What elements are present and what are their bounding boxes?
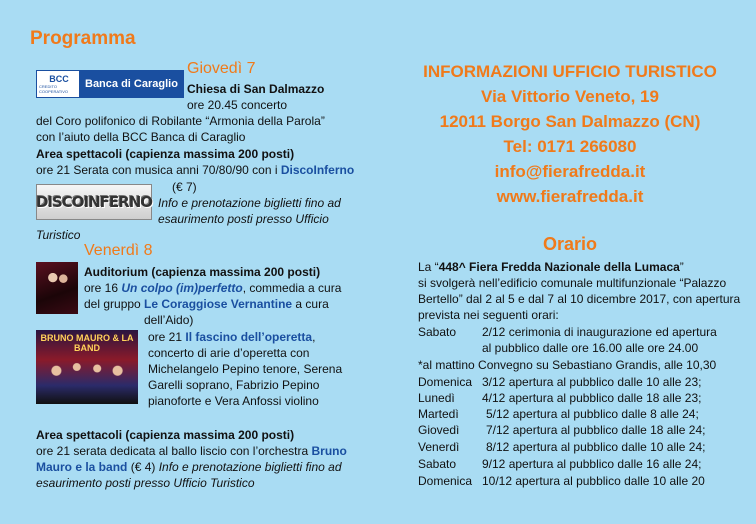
intro-bold: 448^ Fiera Fredda Nazionale della Lumaca bbox=[438, 260, 680, 274]
orario-p4: prevista nei seguenti orari: bbox=[418, 308, 559, 322]
info-line-3: Turistico bbox=[36, 228, 81, 242]
colpo-title: Un colpo (im)perfetto bbox=[121, 281, 243, 295]
sched-day: Martedì bbox=[418, 407, 459, 421]
area-spettacoli-1: Area spettacoli (capienza massima 200 posti) bbox=[36, 147, 295, 161]
info-city: 12011 Borgo San Dalmazzo (CN) bbox=[439, 112, 701, 131]
operetta-l5: pianoforte e Vera Anfossi violino bbox=[148, 394, 319, 408]
sched-day: Domenica bbox=[418, 375, 473, 389]
colpo-l2-pre: del gruppo bbox=[84, 297, 145, 311]
event-colpo-l3: dell’Aido) bbox=[144, 313, 194, 327]
orario-intro bbox=[418, 260, 684, 275]
colpo-l2-post: a cura bbox=[292, 297, 329, 311]
sched-text: 4/12 apertura al pubblico dalle 18 alle 23; bbox=[482, 391, 702, 405]
event-colpo bbox=[84, 281, 341, 296]
area-spettacoli-2: Area spettacoli (capienza massima 200 posti) bbox=[36, 428, 295, 442]
concert-time: ore 20.45 concerto bbox=[187, 98, 288, 112]
ballo-info-2: esaurimento posti presso Ufficio Turistico bbox=[36, 476, 255, 490]
photo-couple bbox=[36, 262, 78, 314]
colpo-post: , commedia a cura bbox=[242, 281, 342, 295]
programma-title: Programma bbox=[30, 28, 136, 49]
concert-line-2: del Coro polifonico di Robilante “Armonia della Parola” bbox=[36, 114, 325, 128]
orario-p3: Bertello” dal 2 al 5 e dal 7 al 10 dicembre 2017, con apertura bbox=[418, 292, 741, 306]
concert-line-3: con l’aiuto della BCC Banca di Caraglio bbox=[36, 130, 246, 144]
sched-text: 8/12 apertura al pubblico dalle 10 alle 24; bbox=[486, 440, 706, 454]
day-venerdi: Venerdì 8 bbox=[84, 242, 153, 259]
bruno-name: Bruno bbox=[311, 444, 347, 458]
info-line-1: Info e prenotazione biglietti fino ad bbox=[158, 196, 341, 210]
orario-title: Orario bbox=[542, 234, 598, 254]
bank-name: Banca di Caraglio bbox=[79, 71, 183, 97]
sched-text: 5/12 apertura al pubblico dalle 8 alle 24; bbox=[486, 407, 699, 421]
sched-text: 9/12 apertura al pubblico dalle 16 alle 24; bbox=[482, 457, 702, 471]
info-line-2: esaurimento posti presso Ufficio bbox=[158, 212, 329, 226]
day-giovedi: Giovedì 7 bbox=[187, 60, 256, 77]
sched-text: 10/12 apertura al pubblico dalle 10 alle 20 bbox=[482, 474, 705, 488]
serata-disco bbox=[36, 163, 354, 178]
operetta-l4: Garelli soprano, Fabrizio Pepino bbox=[148, 378, 320, 392]
sched-sabato-l2: al pubblico dalle ore 16.00 alle ore 24.00 bbox=[482, 341, 699, 355]
discoinferno-logo: DISCOINFERNO bbox=[36, 184, 152, 220]
operetta-title: Il fascino dell’operetta bbox=[185, 330, 313, 344]
mauro-band-name: Mauro e la band bbox=[36, 460, 128, 474]
info-email[interactable]: info@fierafredda.it bbox=[494, 162, 646, 181]
ballo-info-1: Info e prenotazione biglietti fino ad bbox=[158, 460, 342, 474]
info-web[interactable]: www.fierafredda.it bbox=[496, 187, 644, 206]
sched-note: *al mattino Convegno su Sebastiano Grandis, alle 10,30 bbox=[418, 358, 717, 372]
ballo-l1 bbox=[36, 444, 347, 459]
colpo-pre: ore 16 bbox=[84, 281, 122, 295]
venue-chiesa: Chiesa di San Dalmazzo bbox=[187, 82, 325, 96]
intro-post: ” bbox=[679, 260, 684, 274]
sched-day: Domenica bbox=[418, 474, 473, 488]
event-colpo-l2 bbox=[84, 297, 329, 312]
sched-sabato-l1: 2/12 cerimonia di inaugurazione ed apertura bbox=[482, 325, 717, 339]
info-tel: Tel: 0171 266080 bbox=[503, 137, 637, 156]
event-operetta bbox=[148, 330, 315, 345]
coraggiose-name: Le Coraggiose Vernantine bbox=[144, 297, 293, 311]
bcc-logo bbox=[36, 70, 184, 98]
operetta-l2: concerto di arie d’operetta con bbox=[148, 346, 310, 360]
ballo-l2 bbox=[36, 460, 342, 475]
sched-day: Venerdì bbox=[418, 440, 460, 454]
photo-band: BRUNO MAURO & LA BAND bbox=[36, 330, 138, 404]
serata-pre: ore 21 Serata con musica anni 70/80/90 con i bbox=[36, 163, 281, 177]
sched-day: Giovedì bbox=[418, 423, 460, 437]
info-address: Via Vittorio Veneto, 19 bbox=[481, 87, 659, 106]
price-disco: (€ 7) bbox=[172, 180, 197, 194]
ballo-price: (€ 4) bbox=[127, 460, 159, 474]
sched-day: Lunedì bbox=[418, 391, 455, 405]
bcc-mark-icon bbox=[39, 72, 79, 96]
ballo-pre: ore 21 serata dedicata al ballo liscio con l’orchestra bbox=[36, 444, 312, 458]
operetta-pre: ore 21 bbox=[148, 330, 186, 344]
sched-text: 3/12 apertura al pubblico dalle 10 alle 23; bbox=[482, 375, 702, 389]
orario-p2: si svolgerà nell’edificio comunale multifunzionale “Palazzo bbox=[418, 276, 727, 290]
operetta-l3: Michelangelo Pepino tenore, Serena bbox=[148, 362, 343, 376]
sched-day-sabato-1: Sabato bbox=[418, 325, 457, 339]
intro-pre: La “ bbox=[418, 260, 439, 274]
sched-text: 7/12 apertura al pubblico dalle 18 alle 24; bbox=[486, 423, 706, 437]
info-title: INFORMAZIONI UFFICIO TURISTICO bbox=[423, 62, 717, 81]
operetta-post: , bbox=[312, 330, 316, 344]
bcc-mark-text: BCC bbox=[49, 74, 69, 84]
discoinferno-name: DiscoInferno bbox=[280, 163, 355, 177]
venue-auditorium: Auditorium (capienza massima 200 posti) bbox=[84, 265, 321, 279]
bcc-mark-small-text: CREDITO COOPERATIVO bbox=[39, 84, 69, 94]
sched-day: Sabato bbox=[418, 457, 457, 471]
